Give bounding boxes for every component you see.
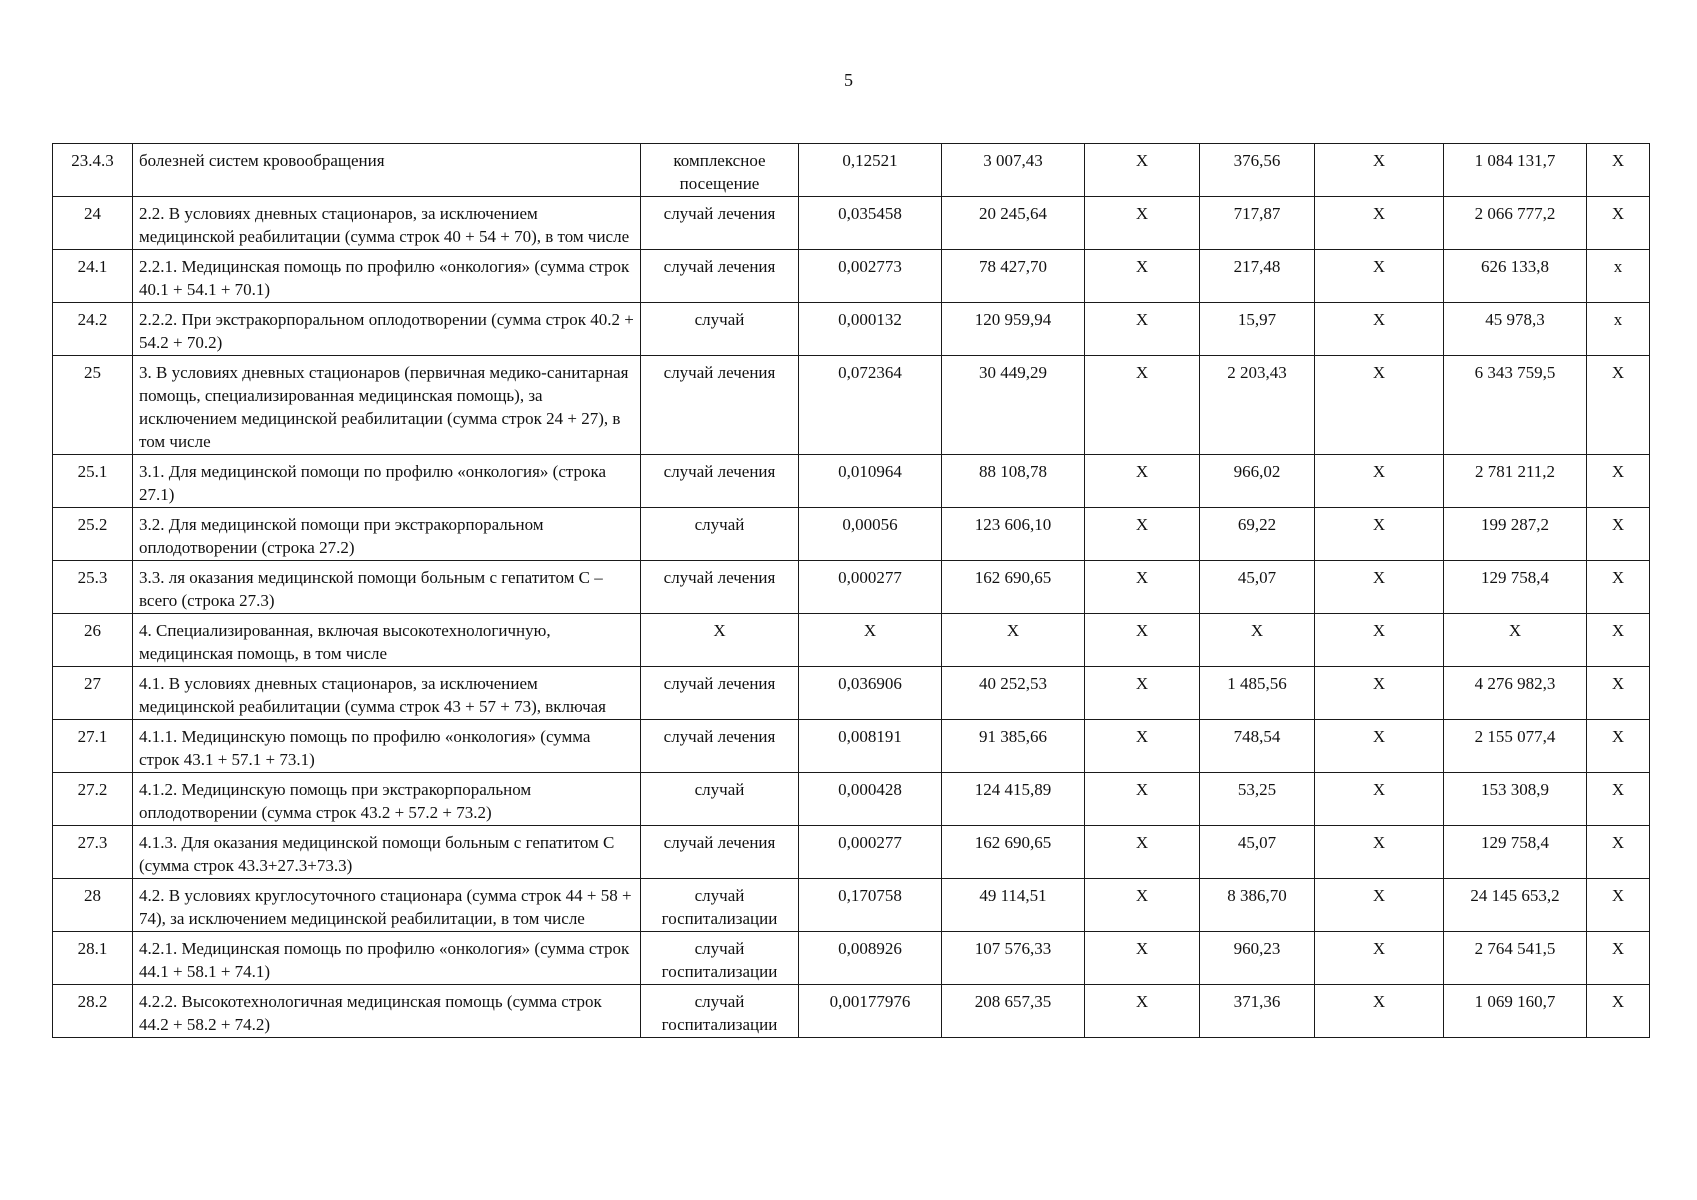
oms-per-capita-cell: 748,54 <box>1200 720 1315 773</box>
share-cell: X <box>1587 826 1650 879</box>
row-name-cell: 2.2.1. Медицинская помощь по профилю «онкология» (сумма строк 40.1 + 54.1 + 70.1) <box>133 250 641 303</box>
cost-norm-cell: 124 415,89 <box>942 773 1085 826</box>
oms-per-capita-cell: 69,22 <box>1200 508 1315 561</box>
budget-per-capita-cell: X <box>1085 303 1200 356</box>
volume-norm-cell: 0,010964 <box>799 455 942 508</box>
oms-total-cell: 1 084 131,7 <box>1444 144 1587 197</box>
unit-cell: случай лечения <box>641 561 799 614</box>
oms-per-capita-cell: 217,48 <box>1200 250 1315 303</box>
share-cell: X <box>1587 720 1650 773</box>
budget-total-cell: X <box>1315 773 1444 826</box>
table-row <box>53 614 1650 667</box>
oms-per-capita-cell: X <box>1200 614 1315 667</box>
row-name-cell: 4.2.2. Высокотехнологичная медицинская помощь (сумма строк 44.2 + 58.2 + 74.2) <box>133 985 641 1038</box>
share-cell: X <box>1587 985 1650 1038</box>
volume-norm-cell: 0,008926 <box>799 932 942 985</box>
row-name-cell: 4.2.1. Медицинская помощь по профилю «онкология» (сумма строк 44.1 + 58.1 + 74.1) <box>133 932 641 985</box>
row-number-cell: 27.1 <box>53 720 133 773</box>
unit-cell: X <box>641 614 799 667</box>
volume-norm-cell: X <box>799 614 942 667</box>
row-number-cell: 28.1 <box>53 932 133 985</box>
row-name-cell: 4.1.1. Медицинскую помощь по профилю «онкология» (сумма строк 43.1 + 57.1 + 73.1) <box>133 720 641 773</box>
table-row <box>53 303 1650 356</box>
budget-total-cell: X <box>1315 932 1444 985</box>
budget-total-cell: X <box>1315 720 1444 773</box>
volume-norm-cell: 0,008191 <box>799 720 942 773</box>
budget-per-capita-cell: X <box>1085 667 1200 720</box>
oms-per-capita-cell: 376,56 <box>1200 144 1315 197</box>
budget-per-capita-cell: X <box>1085 932 1200 985</box>
unit-cell: случай госпитализации <box>641 879 799 932</box>
oms-total-cell: 129 758,4 <box>1444 561 1587 614</box>
volume-norm-cell: 0,170758 <box>799 879 942 932</box>
row-name-cell: 4. Специализированная, включая высокотехнологичную, медицинская помощь, в том числе <box>133 614 641 667</box>
oms-per-capita-cell: 717,87 <box>1200 197 1315 250</box>
volume-norm-cell: 0,00056 <box>799 508 942 561</box>
share-cell: X <box>1587 356 1650 455</box>
row-number-cell: 25 <box>53 356 133 455</box>
volume-norm-cell: 0,035458 <box>799 197 942 250</box>
unit-cell: случай лечения <box>641 356 799 455</box>
budget-per-capita-cell: X <box>1085 250 1200 303</box>
oms-per-capita-cell: 15,97 <box>1200 303 1315 356</box>
share-cell: X <box>1587 932 1650 985</box>
row-number-cell: 26 <box>53 614 133 667</box>
table-row <box>53 985 1650 1038</box>
unit-cell: случай <box>641 508 799 561</box>
row-name-cell: 4.1. В условиях дневных стационаров, за исключением медицинской реабилитации (сумма строк 43 + 57 + 73), включая <box>133 667 641 720</box>
row-number-cell: 28.2 <box>53 985 133 1038</box>
share-cell: X <box>1587 455 1650 508</box>
oms-total-cell: 2 764 541,5 <box>1444 932 1587 985</box>
oms-per-capita-cell: 45,07 <box>1200 826 1315 879</box>
row-name-cell: 4.1.2. Медицинскую помощь при экстракорпоральном оплодотворении (сумма строк 43.2 + 57.2 + 73.2) <box>133 773 641 826</box>
table-row <box>53 826 1650 879</box>
budget-total-cell: X <box>1315 356 1444 455</box>
row-name-cell: 4.1.3. Для оказания медицинской помощи больным с гепатитом С (сумма строк 43.3+27.3+73.3) <box>133 826 641 879</box>
oms-total-cell: 199 287,2 <box>1444 508 1587 561</box>
budget-total-cell: X <box>1315 455 1444 508</box>
share-cell: X <box>1587 614 1650 667</box>
oms-total-cell: 24 145 653,2 <box>1444 879 1587 932</box>
cost-norm-cell: 88 108,78 <box>942 455 1085 508</box>
cost-norm-cell: 78 427,70 <box>942 250 1085 303</box>
oms-per-capita-cell: 45,07 <box>1200 561 1315 614</box>
budget-per-capita-cell: X <box>1085 879 1200 932</box>
volume-norm-cell: 0,000428 <box>799 773 942 826</box>
oms-per-capita-cell: 1 485,56 <box>1200 667 1315 720</box>
oms-per-capita-cell: 2 203,43 <box>1200 356 1315 455</box>
share-cell: x <box>1587 303 1650 356</box>
budget-total-cell: X <box>1315 826 1444 879</box>
row-number-cell: 28 <box>53 879 133 932</box>
share-cell: X <box>1587 197 1650 250</box>
volume-norm-cell: 0,00177976 <box>799 985 942 1038</box>
oms-total-cell: 2 066 777,2 <box>1444 197 1587 250</box>
table-row <box>53 250 1650 303</box>
share-cell: X <box>1587 879 1650 932</box>
row-number-cell: 24.1 <box>53 250 133 303</box>
cost-norm-cell: 40 252,53 <box>942 667 1085 720</box>
unit-cell: случай госпитализации <box>641 985 799 1038</box>
oms-total-cell: 1 069 160,7 <box>1444 985 1587 1038</box>
budget-per-capita-cell: X <box>1085 561 1200 614</box>
volume-norm-cell: 0,000277 <box>799 561 942 614</box>
row-number-cell: 25.2 <box>53 508 133 561</box>
budget-per-capita-cell: X <box>1085 985 1200 1038</box>
oms-per-capita-cell: 966,02 <box>1200 455 1315 508</box>
table-row <box>53 455 1650 508</box>
row-name-cell: 3.2. Для медицинской помощи при экстракорпоральном оплодотворении (строка 27.2) <box>133 508 641 561</box>
oms-total-cell: 6 343 759,5 <box>1444 356 1587 455</box>
oms-total-cell: 4 276 982,3 <box>1444 667 1587 720</box>
volume-norm-cell: 0,000132 <box>799 303 942 356</box>
budget-total-cell: X <box>1315 197 1444 250</box>
table-row <box>53 561 1650 614</box>
funding-table <box>52 143 1650 1038</box>
budget-per-capita-cell: X <box>1085 197 1200 250</box>
row-number-cell: 24 <box>53 197 133 250</box>
table-row <box>53 932 1650 985</box>
row-name-cell: 4.2. В условиях круглосуточного стационара (сумма строк 44 + 58 + 74), за исключением медицинской реабилитации, в том числе <box>133 879 641 932</box>
volume-norm-cell: 0,000277 <box>799 826 942 879</box>
cost-norm-cell: 3 007,43 <box>942 144 1085 197</box>
budget-per-capita-cell: X <box>1085 720 1200 773</box>
cost-norm-cell: 208 657,35 <box>942 985 1085 1038</box>
cost-norm-cell: 162 690,65 <box>942 826 1085 879</box>
row-number-cell: 25.3 <box>53 561 133 614</box>
cost-norm-cell: 123 606,10 <box>942 508 1085 561</box>
share-cell: X <box>1587 144 1650 197</box>
table-row <box>53 197 1650 250</box>
row-number-cell: 27.3 <box>53 826 133 879</box>
share-cell: X <box>1587 508 1650 561</box>
unit-cell: случай лечения <box>641 826 799 879</box>
cost-norm-cell: 30 449,29 <box>942 356 1085 455</box>
row-name-cell: 3.3. ля оказания медицинской помощи больным с гепатитом С – всего (строка 27.3) <box>133 561 641 614</box>
share-cell: X <box>1587 773 1650 826</box>
budget-per-capita-cell: X <box>1085 773 1200 826</box>
table-body <box>53 144 1650 1038</box>
budget-total-cell: X <box>1315 303 1444 356</box>
budget-per-capita-cell: X <box>1085 508 1200 561</box>
cost-norm-cell: 120 959,94 <box>942 303 1085 356</box>
oms-per-capita-cell: 960,23 <box>1200 932 1315 985</box>
cost-norm-cell: X <box>942 614 1085 667</box>
unit-cell: случай лечения <box>641 455 799 508</box>
oms-total-cell: 2 155 077,4 <box>1444 720 1587 773</box>
table-row <box>53 879 1650 932</box>
row-number-cell: 25.1 <box>53 455 133 508</box>
oms-total-cell: 2 781 211,2 <box>1444 455 1587 508</box>
cost-norm-cell: 162 690,65 <box>942 561 1085 614</box>
oms-total-cell: X <box>1444 614 1587 667</box>
row-number-cell: 23.4.3 <box>53 144 133 197</box>
share-cell: X <box>1587 561 1650 614</box>
share-cell: X <box>1587 667 1650 720</box>
row-name-cell: болезней систем кровообращения <box>133 144 641 197</box>
volume-norm-cell: 0,036906 <box>799 667 942 720</box>
cost-norm-cell: 20 245,64 <box>942 197 1085 250</box>
unit-cell: случай <box>641 303 799 356</box>
unit-cell: случай <box>641 773 799 826</box>
unit-cell: случай лечения <box>641 667 799 720</box>
oms-per-capita-cell: 371,36 <box>1200 985 1315 1038</box>
table-row <box>53 720 1650 773</box>
oms-total-cell: 626 133,8 <box>1444 250 1587 303</box>
unit-cell: случай лечения <box>641 197 799 250</box>
unit-cell: случай лечения <box>641 250 799 303</box>
row-name-cell: 3.1. Для медицинской помощи по профилю «онкология» (строка 27.1) <box>133 455 641 508</box>
table-row <box>53 144 1650 197</box>
budget-per-capita-cell: X <box>1085 356 1200 455</box>
budget-total-cell: X <box>1315 985 1444 1038</box>
table-row <box>53 508 1650 561</box>
row-name-cell: 3. В условиях дневных стационаров (первичная медико-санитарная помощь, специализированная медицинская помощь), за исключением медицинской реабилитации (сумма строк 24 + 27), в том числе <box>133 356 641 455</box>
row-name-cell: 2.2.2. При экстракорпоральном оплодотворении (сумма строк 40.2 + 54.2 + 70.2) <box>133 303 641 356</box>
table-row <box>53 773 1650 826</box>
budget-total-cell: X <box>1315 879 1444 932</box>
cost-norm-cell: 91 385,66 <box>942 720 1085 773</box>
budget-per-capita-cell: X <box>1085 614 1200 667</box>
budget-total-cell: X <box>1315 667 1444 720</box>
volume-norm-cell: 0,12521 <box>799 144 942 197</box>
oms-total-cell: 153 308,9 <box>1444 773 1587 826</box>
budget-total-cell: X <box>1315 614 1444 667</box>
budget-total-cell: X <box>1315 144 1444 197</box>
budget-total-cell: X <box>1315 561 1444 614</box>
row-number-cell: 27 <box>53 667 133 720</box>
oms-per-capita-cell: 8 386,70 <box>1200 879 1315 932</box>
budget-per-capita-cell: X <box>1085 144 1200 197</box>
unit-cell: случай лечения <box>641 720 799 773</box>
volume-norm-cell: 0,072364 <box>799 356 942 455</box>
budget-per-capita-cell: X <box>1085 826 1200 879</box>
table-row <box>53 356 1650 455</box>
cost-norm-cell: 49 114,51 <box>942 879 1085 932</box>
row-number-cell: 24.2 <box>53 303 133 356</box>
cost-norm-cell: 107 576,33 <box>942 932 1085 985</box>
volume-norm-cell: 0,002773 <box>799 250 942 303</box>
budget-total-cell: X <box>1315 250 1444 303</box>
budget-total-cell: X <box>1315 508 1444 561</box>
row-number-cell: 27.2 <box>53 773 133 826</box>
table-row <box>53 667 1650 720</box>
page-number: 5 <box>844 70 853 90</box>
oms-total-cell: 129 758,4 <box>1444 826 1587 879</box>
share-cell: x <box>1587 250 1650 303</box>
oms-total-cell: 45 978,3 <box>1444 303 1587 356</box>
unit-cell: комплексное посещение <box>641 144 799 197</box>
unit-cell: случай госпитализации <box>641 932 799 985</box>
oms-per-capita-cell: 53,25 <box>1200 773 1315 826</box>
budget-per-capita-cell: X <box>1085 455 1200 508</box>
row-name-cell: 2.2. В условиях дневных стационаров, за исключением медицинской реабилитации (сумма строк 40 + 54 + 70), в том числе <box>133 197 641 250</box>
